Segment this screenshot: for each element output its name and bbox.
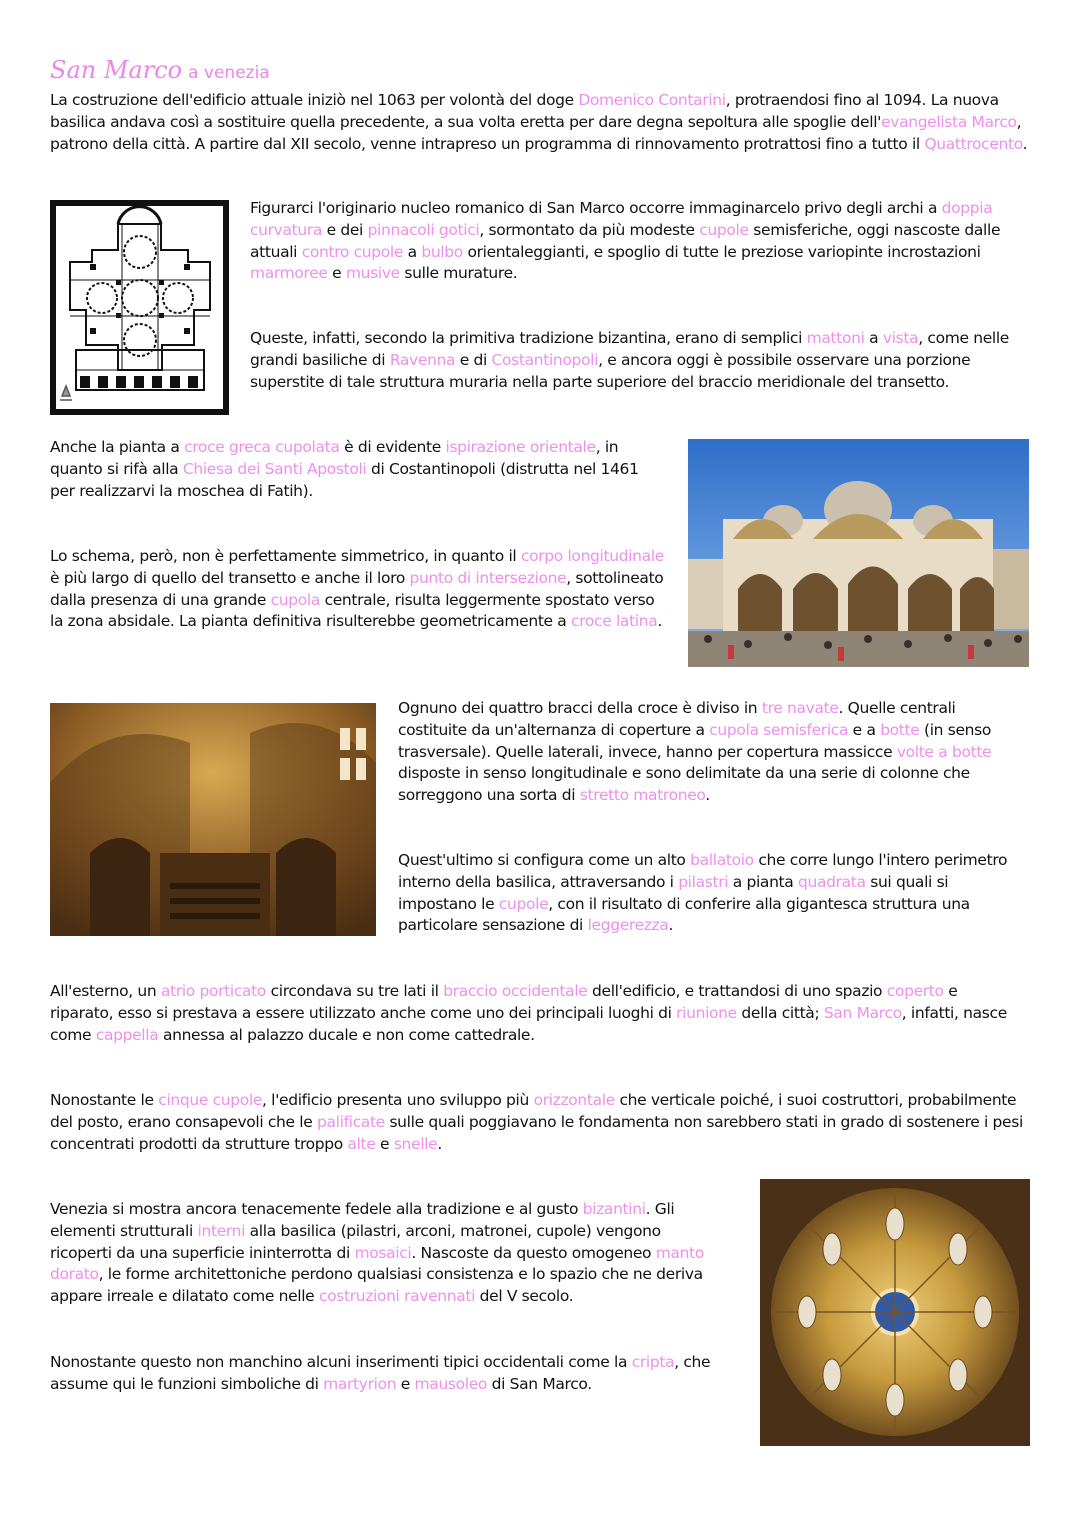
highlighted-term: cripta — [631, 1353, 675, 1371]
dome-mosaic-photo — [760, 1179, 1030, 1446]
paragraph-romanesque-core — [250, 198, 1025, 285]
highlighted-term: mausoleo — [414, 1374, 488, 1393]
text-run: di San Marco. — [487, 1374, 592, 1393]
highlighted-term: corpo longitudinale — [520, 547, 664, 565]
highlighted-term: orizzontale — [533, 1091, 615, 1109]
highlighted-term: mattoni — [806, 329, 865, 347]
highlighted-term: San Marco — [823, 1003, 902, 1022]
highlighted-term: pinnacoli gotici — [367, 220, 480, 239]
highlighted-term: cinque cupole — [158, 1091, 263, 1109]
highlighted-term: ballatoio — [690, 851, 754, 869]
text-run: Anche la pianta a — [50, 438, 185, 456]
text-run: . Gli elementi strutturali — [50, 1200, 675, 1240]
text-run: centrale, risulta leggermente spostato verso la zona absidale. La pianta definitiva risulterebbe geometricamente a — [50, 590, 655, 631]
text-run: . Nascoste da questo omogeneo — [411, 1243, 656, 1262]
text-run: , in quanto si rifà alla — [50, 438, 619, 478]
paragraph-five-domes — [50, 1090, 1025, 1155]
text-run: a — [864, 329, 883, 347]
highlighted-term: alte — [347, 1134, 376, 1153]
highlighted-term: punto di intersezione — [409, 568, 567, 587]
text-run: . — [437, 1134, 442, 1153]
text-run: , infatti, nasce come — [50, 1003, 1007, 1044]
highlighted-term: botte — [880, 720, 920, 739]
text-run: dell'edificio, e trattandosi di uno spazio — [587, 982, 887, 1000]
text-run: Ognuno dei quattro bracci della croce è diviso in — [398, 699, 762, 717]
highlighted-term: bulbo — [421, 242, 463, 261]
highlighted-term: vista — [882, 329, 919, 347]
highlighted-term: cupole — [699, 220, 749, 239]
highlighted-term: volte a botte — [896, 742, 992, 761]
text-run: Nonostante le — [50, 1091, 159, 1109]
highlighted-term: Chiesa dei Santi Apostoli — [182, 459, 367, 478]
text-run: di Costantinopoli (distrutta nel 1461 per realizzarvi la moschea di Fatih). — [50, 459, 639, 500]
highlighted-term: marmoree — [250, 264, 328, 283]
highlighted-term: snelle — [393, 1134, 438, 1153]
highlighted-term: palificate — [317, 1112, 385, 1131]
text-run: a pianta — [728, 872, 798, 891]
paragraph-atrium — [50, 981, 1025, 1046]
paragraph-crypt — [50, 1352, 740, 1396]
text-run: e riparato, esso si prestava a essere utilizzato anche come uno dei principali luoghi di — [50, 982, 958, 1022]
text-run: La costruzione dell'edificio attuale iniziò nel 1063 per volontà del doge — [50, 91, 579, 109]
text-run: a — [403, 242, 422, 261]
paragraph-matroneum — [398, 850, 1016, 937]
text-run: Figurarci l'originario nucleo romanico di San Marco occorre immaginarcelo privo degli archi a — [250, 199, 942, 217]
title-main: San Marco — [50, 56, 183, 84]
text-run: alla basilica (pilastri, arconi, matronei, cupole) vengono ricoperti da una superficie ininterrotta di — [50, 1221, 661, 1262]
highlighted-term: braccio occidentale — [443, 982, 588, 1000]
highlighted-term: bizantini — [582, 1200, 646, 1218]
highlighted-term: interni — [197, 1221, 246, 1240]
text-run: , le forme architettoniche perdono qualsiasi consistenza e lo spazio che ne deriva appare irreale e dilatato come nelle — [50, 1265, 703, 1306]
paragraph-mosaics — [50, 1199, 715, 1308]
title-subtitle: a venezia — [188, 63, 270, 83]
text-run: . — [705, 786, 710, 805]
text-run: è più largo di quello del transetto e anche il loro — [50, 568, 410, 587]
text-run: e — [327, 264, 346, 283]
text-run: Lo schema, però, non è perfettamente simmetrico, in quanto il — [50, 547, 521, 565]
highlighted-term: ispirazione orientale — [445, 438, 596, 456]
highlighted-term: doppia curvatura — [250, 199, 993, 239]
text-run: e di — [455, 350, 492, 369]
highlighted-term: Costantinopoli — [491, 350, 599, 369]
text-run: della città; — [736, 1003, 824, 1022]
paragraph-byzantine-tradition — [250, 328, 1040, 393]
text-run: circondava su tre lati il — [266, 982, 444, 1000]
text-run: , protraendosi fino al 1094. La nuova basilica andava così a sostituire quella precedente, a sua volta eretta per dare degna sepoltura alle spoglie dell' — [50, 91, 999, 131]
text-run: , che assume qui le funzioni simboliche di — [50, 1353, 711, 1393]
highlighted-term: tre navate — [761, 699, 839, 717]
interior-photo — [50, 703, 376, 936]
highlighted-term: cupole — [498, 894, 549, 913]
highlighted-term: Quattrocento — [924, 134, 1023, 153]
text-run: . Quelle centrali costituite da un'alternanza di coperture a — [398, 699, 956, 739]
text-run: sui quali si impostano le — [398, 872, 949, 913]
text-run: e — [375, 1134, 394, 1153]
text-run: All'esterno, un — [50, 982, 161, 1000]
highlighted-term: manto dorato — [50, 1243, 704, 1284]
text-run: è di evidente — [339, 438, 446, 456]
text-run: Quest'ultimo si configura come un alto — [398, 851, 691, 869]
text-run: , come nelle grandi basiliche di — [250, 329, 1009, 369]
highlighted-term: Ravenna — [389, 350, 456, 369]
text-run: , e ancora oggi è possibile osservare una porzione superstite di tale struttura muraria nella parte superiore del braccio meridionale del transetto. — [250, 350, 971, 391]
text-run: , sottolineato dalla presenza di una grande — [50, 568, 664, 609]
highlighted-term: mosaici — [354, 1243, 412, 1262]
text-run: semisferiche, oggi nascoste dalle attuali — [250, 220, 1001, 261]
paragraph-intro — [50, 90, 1035, 155]
text-run: sulle murature. — [399, 264, 518, 283]
text-run: annessa al palazzo ducale e non come cattedrale. — [158, 1025, 535, 1044]
text-run: orientaleggianti, e spoglio di tutte le preziose variopinte incrostazioni — [462, 242, 981, 261]
text-run: . — [1022, 134, 1028, 153]
highlighted-term: stretto matroneo — [579, 786, 706, 805]
text-run: che verticale poiché, i suoi costruttori, probabilmente del posto, erano consapevoli che le — [50, 1091, 1017, 1131]
text-run: , l'edificio presenta uno sviluppo più — [262, 1091, 534, 1109]
highlighted-term: cupola — [270, 590, 320, 609]
highlighted-term: croce greca cupolata — [184, 438, 340, 456]
highlighted-term: Domenico Contarini — [578, 91, 726, 109]
highlighted-term: riunione — [676, 1003, 737, 1022]
highlighted-term: martyrion — [323, 1374, 397, 1393]
text-run: sulle quali poggiavano le fondamenta non sarebbero stati in grado di sostenere i pesi concentrati prodotti da strutture troppo — [50, 1112, 1023, 1153]
highlighted-term: coperto — [886, 982, 944, 1000]
highlighted-term: contro cupole — [301, 242, 404, 261]
floor-plan-image — [50, 200, 229, 415]
highlighted-term: musive — [345, 264, 400, 283]
text-run: e dei — [322, 220, 368, 239]
text-run: che corre lungo l'intero perimetro interno della basilica, attraversando i — [398, 851, 1008, 891]
highlighted-term: cupola semisferica — [709, 720, 849, 739]
page-title — [50, 56, 270, 88]
highlighted-term: evangelista Marco — [881, 112, 1017, 131]
paragraph-asymmetric-scheme — [50, 546, 670, 633]
text-run: Nonostante questo non manchino alcuni inserimenti tipici occidentali come la — [50, 1353, 632, 1371]
highlighted-term: croce latina — [571, 612, 658, 631]
text-run: Queste, infatti, secondo la primitiva tradizione bizantina, erano di semplici — [250, 329, 807, 347]
paragraph-greek-cross-plan — [50, 437, 655, 502]
highlighted-term: pilastri — [678, 872, 729, 891]
paragraph-three-naves — [398, 698, 1010, 807]
highlighted-term: cappella — [95, 1025, 159, 1044]
highlighted-term: costruzioni ravennati — [318, 1287, 476, 1306]
highlighted-term: atrio porticato — [160, 982, 267, 1000]
text-run: del V secolo. — [475, 1287, 574, 1306]
highlighted-term: quadrata — [798, 872, 866, 891]
text-run: , con il risultato di conferire alla gigantesca struttura una particolare sensazione di — [398, 894, 970, 935]
text-run: e a — [848, 720, 881, 739]
highlighted-term: leggerezza — [587, 916, 669, 935]
text-run: . — [668, 916, 674, 935]
text-run: (in senso trasversale). Quelle laterali, invece, hanno per copertura massicce — [398, 720, 991, 761]
text-run: , sormontato da più modeste — [479, 220, 700, 239]
text-run: , patrono della città. A partire dal XII secolo, venne intrapreso un programma di rinnovamento protrattosi fino a tutto il — [50, 112, 1022, 153]
text-run: Venezia si mostra ancora tenacemente fedele alla tradizione e al gusto — [50, 1200, 583, 1218]
text-run: e — [396, 1374, 415, 1393]
text-run: . — [657, 612, 662, 631]
text-run: disposte in senso longitudinale e sono delimitate da una serie di colonne che sorreggono una sorta di — [398, 764, 970, 805]
facade-photo — [688, 439, 1029, 667]
